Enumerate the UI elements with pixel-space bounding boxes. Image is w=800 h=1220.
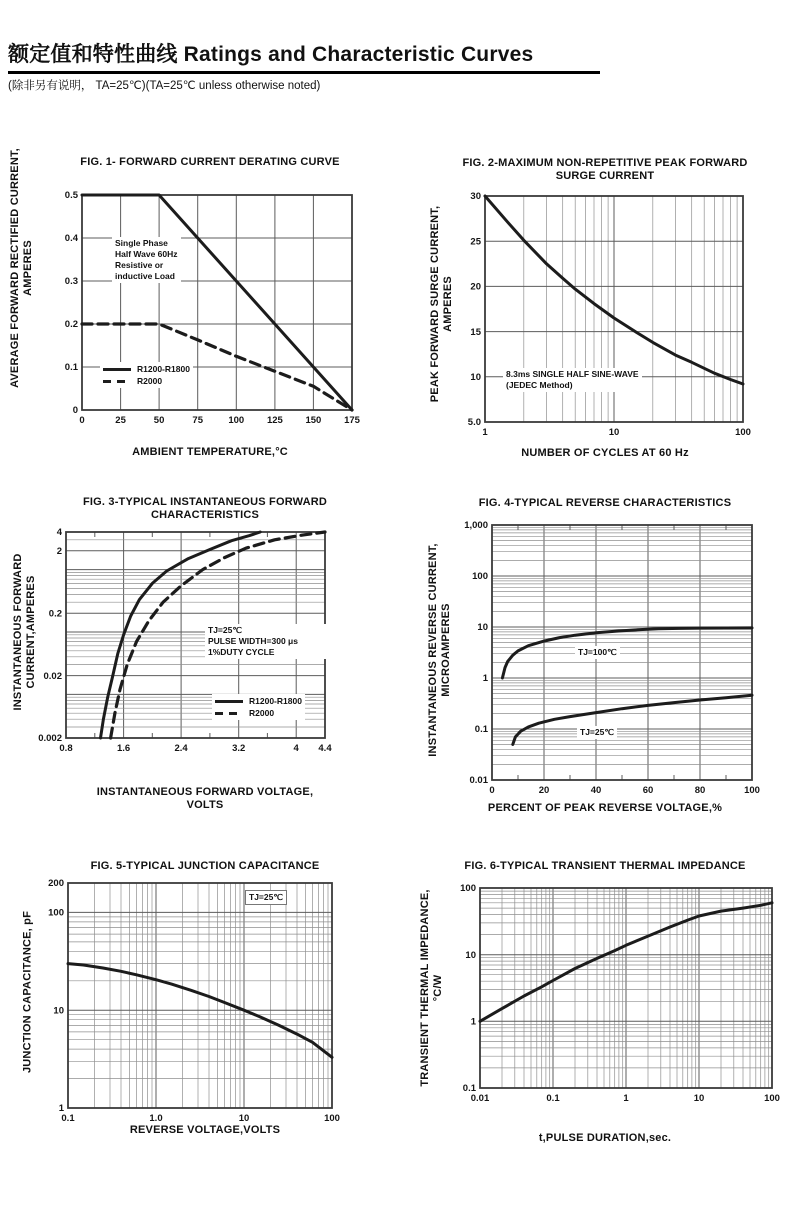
svg-text:25: 25: [470, 236, 481, 248]
svg-text:200: 200: [48, 878, 64, 890]
legend-item-r1200-r1800: R1200-R1800: [215, 695, 302, 707]
figure-1-plot: [48, 187, 366, 426]
legend-item-r2000: R2000: [215, 707, 302, 719]
svg-text:10: 10: [465, 949, 476, 961]
svg-text:0.4: 0.4: [64, 233, 78, 245]
figure-4-title: FIG. 4-TYPICAL REVERSE CHARACTERISTICS: [478, 497, 732, 509]
svg-text:2: 2: [56, 546, 62, 557]
svg-text:1.6: 1.6: [116, 743, 131, 754]
figure-1-legend: [100, 362, 193, 388]
svg-text:3.2: 3.2: [232, 743, 246, 754]
svg-text:0.8: 0.8: [59, 743, 73, 754]
svg-text:10: 10: [470, 372, 481, 383]
figure-3-legend: [212, 694, 305, 720]
svg-text:0.1: 0.1: [546, 1093, 560, 1104]
svg-text:0.002: 0.002: [38, 733, 62, 745]
figure-1-conditions-note: Single Phase Half Wave 60Hz Resistive or inductive Load: [112, 237, 181, 283]
svg-text:30: 30: [470, 191, 481, 203]
svg-text:0.1: 0.1: [64, 362, 78, 374]
svg-text:100: 100: [48, 907, 64, 919]
dashed-line-swatch: [103, 380, 131, 383]
figure-6-x-axis-label: t,PULSE DURATION,sec.: [538, 1132, 672, 1144]
svg-text:10: 10: [693, 1093, 705, 1104]
svg-text:75: 75: [192, 415, 203, 426]
svg-text:100: 100: [228, 415, 245, 426]
figure-3-x-axis-label: INSTANTANEOUS FORWARD VOLTAGE, VOLTS: [96, 786, 314, 812]
svg-text:0.01: 0.01: [469, 775, 488, 787]
figure-6-plot: [446, 880, 786, 1104]
svg-text:100: 100: [460, 883, 476, 895]
svg-text:125: 125: [266, 415, 283, 426]
figure-2-y-axis-label: PEAK FORWARD SURGE CURRENT, AMPERES: [428, 205, 454, 403]
svg-text:0: 0: [79, 415, 85, 426]
svg-text:0: 0: [72, 405, 78, 417]
figure-4-x-axis-label: PERCENT OF PEAK REVERSE VOLTAGE,%: [487, 802, 723, 814]
svg-text:15: 15: [470, 326, 481, 338]
svg-text:0.1: 0.1: [474, 724, 488, 736]
chart-svg: [48, 187, 366, 426]
svg-text:2.4: 2.4: [174, 743, 188, 754]
figure-6: [400, 840, 800, 1220]
dashed-line-swatch: [215, 712, 243, 715]
figure-2: [400, 120, 800, 480]
figure-5: [0, 840, 400, 1220]
svg-text:100: 100: [472, 571, 488, 583]
curve-label-tj-100: TJ=100℃: [575, 646, 620, 659]
svg-text:20: 20: [538, 785, 550, 796]
svg-text:0.2: 0.2: [64, 319, 78, 331]
figure-5-conditions-note: TJ=25℃: [245, 890, 287, 905]
solid-line-swatch: [215, 700, 243, 703]
svg-text:0.1: 0.1: [462, 1083, 476, 1095]
svg-text:100: 100: [744, 785, 760, 796]
figure-2-conditions-note: 8.3ms SINGLE HALF SINE-WAVE (JEDEC Method): [503, 368, 642, 392]
svg-text:60: 60: [642, 785, 654, 796]
chart-svg: [451, 188, 757, 438]
svg-text:5.0: 5.0: [467, 417, 481, 429]
figure-5-title: FIG. 5-TYPICAL JUNCTION CAPACITANCE: [90, 860, 320, 872]
solid-line-swatch: [103, 368, 131, 371]
svg-text:10: 10: [608, 427, 620, 438]
legend-item-r2000: R2000: [103, 375, 190, 387]
svg-text:1: 1: [623, 1093, 629, 1104]
page-title: 额定值和特性曲线 Ratings and Characteristic Curves: [8, 38, 600, 74]
svg-text:50: 50: [153, 415, 165, 426]
chart-svg: [34, 875, 346, 1124]
figure-3-title: FIG. 3-TYPICAL INSTANTANEOUS FORWARD CHARACTERISTICS: [82, 496, 328, 521]
svg-text:4: 4: [293, 743, 299, 754]
svg-text:100: 100: [735, 427, 751, 438]
svg-text:1: 1: [470, 1016, 476, 1028]
svg-text:1: 1: [58, 1103, 64, 1115]
figure-5-y-axis-label: JUNCTION CAPACITANCE, pF: [21, 910, 34, 1074]
figure-3: [0, 480, 400, 840]
legend-item-r1200-r1800: R1200-R1800: [103, 363, 190, 375]
svg-text:25: 25: [115, 415, 126, 426]
svg-text:1.0: 1.0: [149, 1113, 163, 1124]
svg-text:0.01: 0.01: [470, 1093, 490, 1104]
svg-text:0: 0: [489, 785, 495, 796]
figure-3-y-axis-label: INSTANTANEOUS FORWARD CURRENT,AMPERES: [11, 553, 37, 711]
svg-text:4: 4: [56, 527, 62, 539]
svg-text:10: 10: [238, 1113, 250, 1124]
figure-1-y-axis-label: AVERAGE FORWARD RECTIFIED CURRENT, AMPERES: [8, 148, 34, 388]
svg-text:0.1: 0.1: [61, 1113, 75, 1124]
figure-2-plot: [451, 188, 757, 438]
figure-6-y-axis-label: TRANSIENT THERMAL IMPEDANCE, °C/W: [418, 889, 444, 1087]
figure-4-y-axis-label: INSTANTANEOUS REVERSE CURRENT, MICROAMPERES: [426, 543, 452, 757]
svg-text:0.3: 0.3: [64, 276, 78, 288]
figure-4: [400, 480, 800, 840]
svg-text:1: 1: [482, 673, 488, 685]
figure-2-title: FIG. 2-MAXIMUM NON-REPETITIVE PEAK FORWARD SURGE CURRENT: [462, 157, 748, 182]
svg-text:10: 10: [53, 1005, 64, 1017]
figure-1-x-axis-label: AMBIENT TEMPERATURE,°C: [132, 446, 288, 458]
svg-text:20: 20: [470, 281, 481, 293]
chart-svg: [446, 880, 786, 1104]
figure-3-conditions-note: TJ=25℃ PULSE WIDTH=300 μs 1%DUTY CYCLE: [205, 624, 329, 659]
figure-6-title: FIG. 6-TYPICAL TRANSIENT THERMAL IMPEDANCE: [464, 860, 746, 872]
figure-1: [0, 120, 400, 480]
svg-text:40: 40: [590, 785, 602, 796]
page-subtitle: (除非另有说明， TA=25℃)(TA=25℃ unless otherwise noted): [8, 80, 321, 92]
svg-text:1,000: 1,000: [464, 520, 488, 532]
page-header: [8, 38, 608, 93]
figure-2-x-axis-label: NUMBER OF CYCLES AT 60 Hz: [521, 447, 689, 459]
figure-1-title: FIG. 1- FORWARD CURRENT DERATING CURVE: [80, 156, 340, 168]
svg-text:0.2: 0.2: [48, 608, 62, 620]
svg-text:4.4: 4.4: [318, 743, 332, 754]
svg-text:150: 150: [305, 415, 322, 426]
svg-text:80: 80: [694, 785, 706, 796]
svg-text:10: 10: [477, 622, 488, 634]
figure-5-x-axis-label: REVERSE VOLTAGE,VOLTS: [129, 1124, 281, 1136]
svg-text:100: 100: [764, 1093, 780, 1104]
svg-text:0.02: 0.02: [43, 670, 62, 682]
curve-label-tj-25: TJ=25℃: [577, 726, 617, 739]
svg-text:0.5: 0.5: [64, 190, 78, 202]
figure-5-plot: [34, 875, 346, 1124]
svg-text:175: 175: [344, 415, 360, 426]
svg-text:1: 1: [482, 427, 488, 438]
svg-text:100: 100: [324, 1113, 340, 1124]
